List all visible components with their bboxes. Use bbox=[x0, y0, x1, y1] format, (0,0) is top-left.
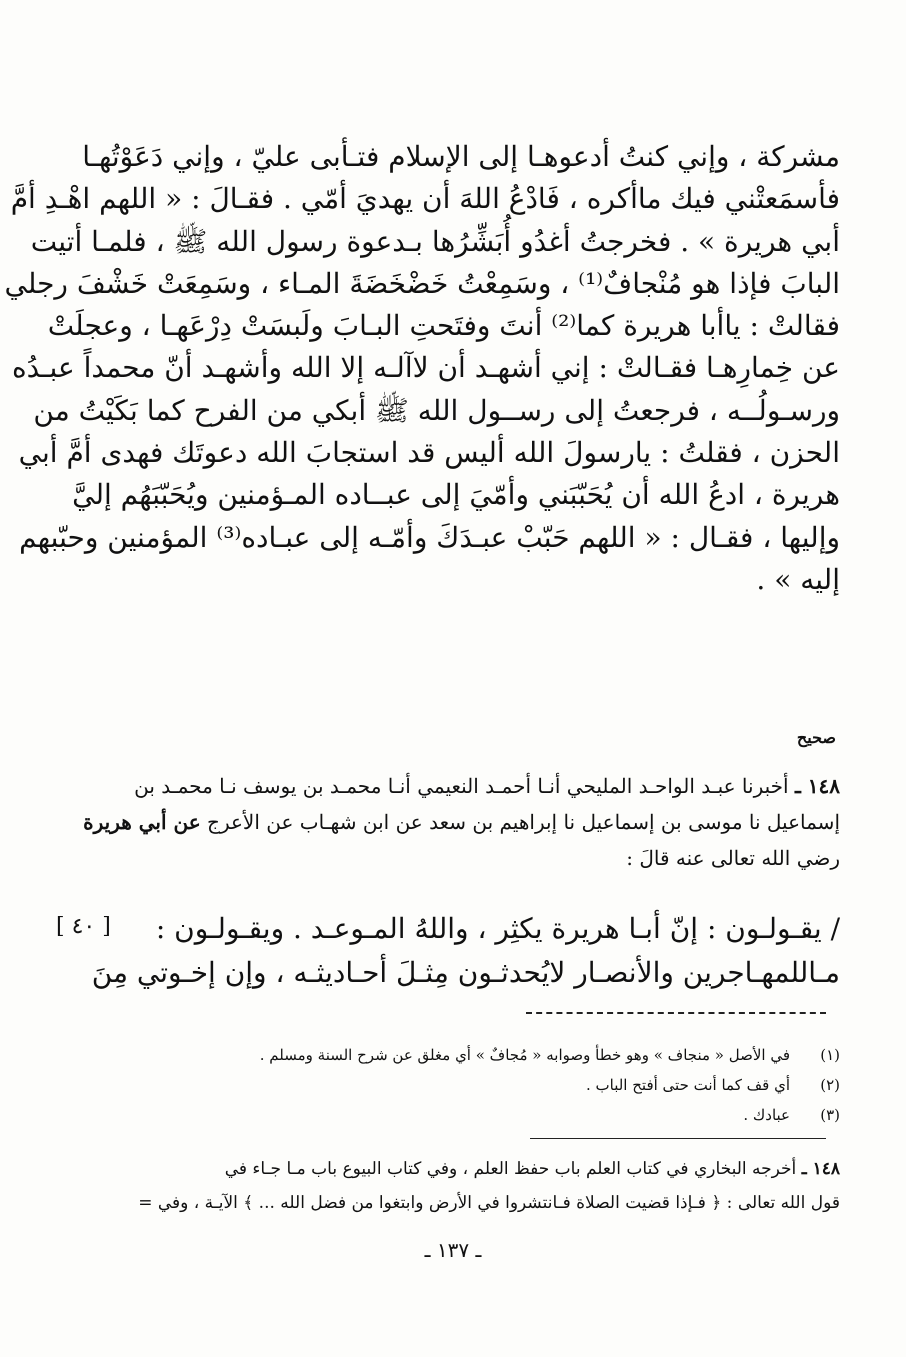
matn-line: / يقـولـون : إنّ أبـا هريرة يكثِر ، واللهُ المـوعـد . ويقـولـون : bbox=[155, 912, 840, 945]
isnad-line: رضي الله تعالى عنه قالَ : bbox=[626, 846, 840, 870]
main-line: فقالتْ : ياأبا هريرة كما⁽²⁾ أنتَ وفتَحتِ البـابَ ولَبسَتْ دِرْعَهـا ، وعجلَتْ bbox=[47, 309, 840, 343]
hadith-isnad bbox=[83, 768, 840, 876]
narrator-name: عن أبي هريرة bbox=[83, 810, 201, 834]
footnote bbox=[128, 1040, 840, 1070]
takhrij-block bbox=[128, 1152, 840, 1220]
page-number: ـ ١٣٧ ـ bbox=[424, 1238, 482, 1262]
main-line: عن خِمارِهـا فقـالتْ : إني أشهـد أن لاآلـه إلا الله وأشهـد أنّ محمداً عبـدُه bbox=[11, 351, 840, 385]
takhrij-number: ١٤٨ ـ bbox=[801, 1159, 840, 1179]
footnotes bbox=[128, 1040, 840, 1130]
isnad-line bbox=[128, 768, 840, 804]
hadith-grade: صحيح bbox=[796, 728, 836, 747]
isnad-text: أخبرنا عبـد الواحـد المليحي أنـا أحمـد النعيمي أنـا محمـد بن يوسف نـا محمـد بن bbox=[134, 774, 789, 798]
takhrij-text: أخرجه البخاري في كتاب العلم باب حفظ العلم ، وفي كتاب البيوع باب مـا جـاء في bbox=[224, 1159, 797, 1179]
folio-marker: [ ٤٠ ] bbox=[56, 914, 111, 939]
main-line: فأسمَعتْني فيك ماأكره ، فَادْعُ اللهَ أن يهديَ أمّي . فقـالَ : « اللهم اهْـدِ أمَّ bbox=[10, 182, 840, 216]
matn-text-block bbox=[91, 908, 840, 996]
footnote-text: عبادك . bbox=[743, 1106, 790, 1124]
main-line: أبي هريرة » . فخرجتُ أغدُو أُبَشِّرُها بـدعوة رسول الله ﷺ ، فلمـا أتيت bbox=[30, 224, 840, 258]
main-line: وإليها ، فقـال : « اللهم حَبّبْ عبـدَكَ وأمّـه إلى عبـاده⁽³⁾ المؤمنين وحبّبهم bbox=[19, 520, 840, 554]
takhrij-separator bbox=[530, 1138, 826, 1139]
main-line: هريرة ، ادعُ الله أن يُحَبّبَني وأمّيَ إلى عبــاده المـؤمنين ويُحَبّبَهُم إليَّ bbox=[72, 478, 840, 512]
main-line: البابَ فإذا هو مُنْجافٌ⁽¹⁾ ، وسَمِعْتُ خَضْخَضَةَ المـاء ، وسَمِعَتْ خَشْفَ رجلي bbox=[4, 266, 840, 300]
footnote-number: (١) bbox=[820, 1046, 840, 1064]
footnote bbox=[128, 1070, 840, 1100]
hadith-number: ١٤٨ ـ bbox=[794, 774, 840, 798]
isnad-line bbox=[83, 804, 840, 840]
footnote-text: في الأصل « منجاف » وهو خطأ وصوابه « مُجافٌ » أي مغلق عن شرح السنة ومسلم . bbox=[259, 1046, 790, 1064]
main-line: مشركة ، وإني كنتُ أدعوهـا إلى الإسلام فتـأبى عليّ ، وإني دَعَوْتُهـا bbox=[82, 140, 840, 173]
isnad-text: إسماعيل نا موسى بن إسماعيل نا إبراهيم بن سعد عن ابن شهـاب عن الأعرج bbox=[207, 810, 840, 834]
footnote-number: (٣) bbox=[820, 1106, 840, 1124]
takhrij-line bbox=[128, 1152, 840, 1186]
footnote bbox=[128, 1100, 840, 1130]
footnote-separator bbox=[526, 1012, 826, 1014]
matn-line: مـاللمهـاجرين والأنصـار لايُحدثـون مِثـلَ أحـاديثـه ، وإن إخـوتي مِنَ bbox=[91, 956, 840, 989]
main-line: ورسـولُــه ، فرجعتُ إلى رســول الله ﷺ أبكي من الفرح كما بَكَيْتُ من bbox=[33, 393, 840, 427]
footnote-text: أي قف كما أنت حتى أفتح الباب . bbox=[585, 1076, 790, 1094]
main-text-block bbox=[4, 136, 840, 601]
main-line: الحزن ، فقلتُ : يارسولَ الله أليس قد استجابَ الله دعوتَك فهدى أمَّ أبي bbox=[18, 436, 840, 470]
main-line: إليه » . bbox=[756, 562, 840, 596]
takhrij-line: قول الله تعالى : ﴿ فـإذا قضيت الصلاة فـانتشروا في الأرض وابتغوا من فضل الله ... ﴾ الآيـة ، وفي = bbox=[138, 1193, 840, 1213]
footnote-number: (٢) bbox=[820, 1076, 840, 1094]
